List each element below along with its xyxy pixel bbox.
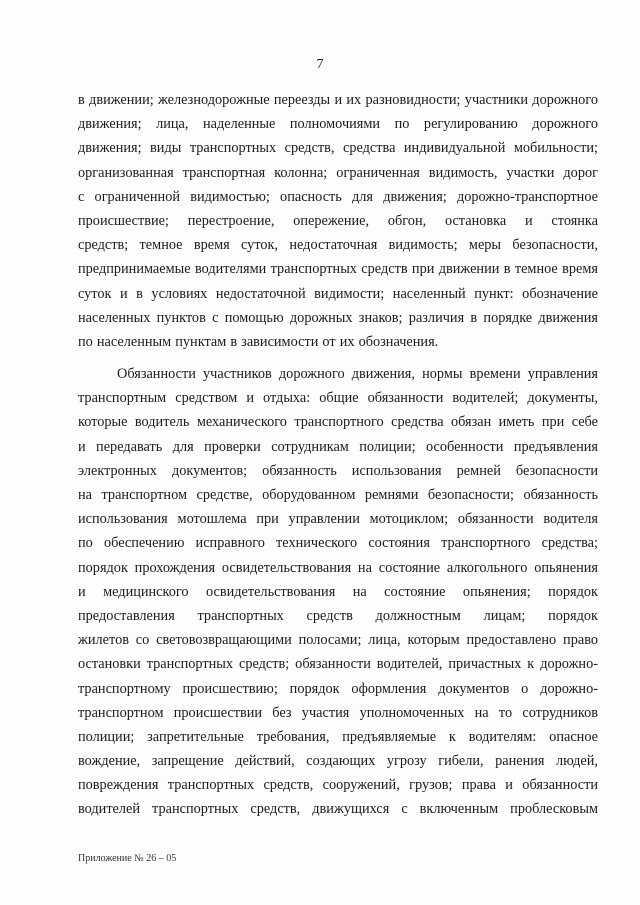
text-line: движения; виды транспортных средств, средства индивидуальной мобильности; [78,140,598,157]
text-line: водителей транспортных средств, движущихся с включенным проблесковым [78,801,598,818]
text-line: движения; лица, наделенные полномочиями по регулированию дорожного [78,116,598,133]
text-line: Обязанности участников дорожного движения, нормы времени управления [117,366,598,383]
text-line: электронных документов; обязанность использования ремней безопасности [78,462,598,479]
text-line: использования мотошлема при управлении мотоциклом; обязанности водителя [78,511,598,528]
text-line: средств; темное время суток, недостаточная видимость; меры безопасности, [78,237,598,254]
body-text [78,88,598,822]
text-line: суток и в условиях недостаточной видимости; населенный пункт: обозначение [78,285,598,302]
text-line: предоставления транспортных средств должностным лицам; порядок [78,607,598,624]
text-line: по населенным пунктам в зависимости от их обозначения. [78,333,439,350]
text-line: жилетов со световозвращающими полосами; лица, которым предоставлено право [78,632,598,649]
text-line: по обеспечению исправного технического состояния транспортного средства; [78,535,598,552]
footer-note: Приложение № 26 – 05 [78,853,177,864]
text-line: транспортным средством и отдыха: общие обязанности водителей; документы, [78,390,598,407]
text-line: населенных пунктов с помощью дорожных знаков; различия в порядке движения [78,309,598,326]
text-line: и передавать для проверки сотрудникам полиции; особенности предъявления [78,438,598,455]
text-line: порядок прохождения освидетельствования на состояние алкогольного опьянения [78,559,598,576]
text-line: остановки транспортных средств; обязанности водителей, причастных к дорожно- [78,656,598,673]
text-line: происшествие; перестроение, опережение, обгон, остановка и стоянка [78,212,598,229]
page-number: 7 [316,57,324,72]
text-line: организованная транспортная колонна; ограниченная видимость, участки дорог [78,164,598,181]
text-line: транспортном происшествии без участия уполномоченных на то сотрудников [78,704,598,721]
paragraph-gap [78,354,598,362]
paragraph-1 [78,88,598,354]
text-line: предпринимаемые водителями транспортных средств при движении в темное время [78,261,598,278]
text-line: с ограниченной видимостью; опасность для движения; дорожно-транспортное [78,188,598,205]
text-line: на транспортном средстве, оборудованном ремнями безопасности; обязанность [78,487,598,503]
text-line: в движении; железнодорожные переезды и их разновидности; участники дорожного [78,92,598,108]
paragraph-2 [78,362,598,822]
text-line: транспортному происшествию; порядок оформления документов о дорожно- [78,680,598,697]
text-line: вождение, запрещение действий, создающих угрозу гибели, ранения людей, [78,753,598,770]
text-line: повреждения транспортных средств, сооружений, грузов; права и обязанности [78,777,598,794]
text-line: которые водитель механического транспортного средства обязан иметь при себе [78,414,598,431]
text-line: и медицинского освидетельствования на состояние опьянения; порядок [78,583,598,600]
text-line: полиции; запретительные требования, предъявляемые к водителям: опасное [78,728,598,745]
